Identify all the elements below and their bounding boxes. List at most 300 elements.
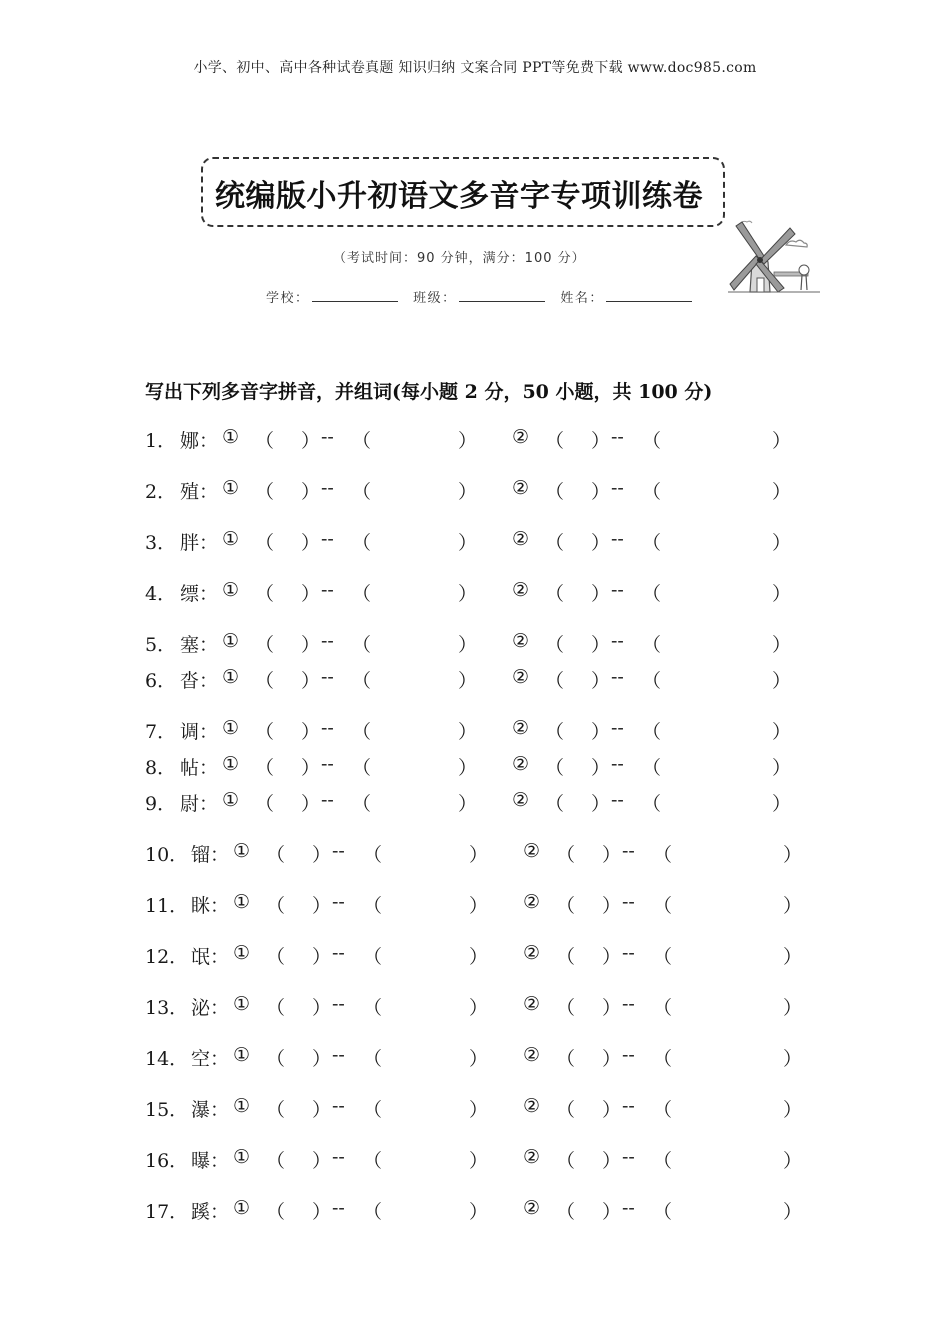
question-number: 1． bbox=[145, 430, 177, 452]
pinyin-1-close: ） bbox=[312, 1150, 332, 1172]
dash-1: -- bbox=[332, 1044, 345, 1066]
word-2-blank[interactable] bbox=[673, 1146, 781, 1170]
pinyin-1-open: （ bbox=[266, 1150, 286, 1172]
pinyin-1-open: （ bbox=[266, 1201, 286, 1223]
pinyin-2-blank[interactable] bbox=[565, 789, 589, 813]
pinyin-1-blank[interactable] bbox=[286, 1197, 310, 1221]
word-1-close: ） bbox=[469, 1150, 489, 1172]
question-row bbox=[0, 528, 950, 554]
pinyin-1-close: ） bbox=[312, 1201, 332, 1223]
question-character: 殖： bbox=[180, 481, 219, 503]
word-1-open: （ bbox=[363, 1150, 383, 1172]
reading-1-marker: ① bbox=[222, 426, 240, 448]
word-1-close: ） bbox=[458, 670, 478, 692]
pinyin-1-blank[interactable] bbox=[275, 717, 299, 741]
pinyin-1-blank[interactable] bbox=[275, 753, 299, 777]
question-number: 15． bbox=[145, 1099, 189, 1121]
question-number: 10． bbox=[145, 844, 189, 866]
pinyin-2-open: （ bbox=[556, 1201, 576, 1223]
question-row bbox=[0, 993, 950, 1019]
site-banner: 小学、初中、高中各种试卷真题 知识归纳 文案合同 PPT等免费下载 www.doc985.com bbox=[193, 60, 757, 76]
word-2-open: （ bbox=[642, 757, 662, 779]
pinyin-2-blank[interactable] bbox=[576, 1197, 600, 1221]
reading-2-marker: ② bbox=[512, 477, 530, 499]
pinyin-2-blank[interactable] bbox=[565, 579, 589, 603]
word-2-blank[interactable] bbox=[662, 528, 770, 552]
reading-2-marker: ② bbox=[523, 1197, 541, 1219]
reading-1-marker: ① bbox=[222, 579, 240, 601]
pinyin-1-close: ） bbox=[312, 1099, 332, 1121]
word-1-blank[interactable] bbox=[383, 1146, 467, 1170]
pinyin-2-open: （ bbox=[556, 946, 576, 968]
pinyin-2-close: ） bbox=[591, 721, 611, 743]
word-2-blank[interactable] bbox=[673, 840, 781, 864]
pinyin-2-blank[interactable] bbox=[576, 942, 600, 966]
word-2-close: ） bbox=[772, 757, 792, 779]
dash-1: -- bbox=[321, 789, 334, 811]
question-character: 蹊： bbox=[191, 1201, 230, 1223]
question-number: 7． bbox=[145, 721, 177, 743]
word-1-open: （ bbox=[352, 793, 372, 815]
pinyin-2-blank[interactable] bbox=[576, 1095, 600, 1119]
question-row bbox=[0, 426, 950, 452]
class-field[interactable] bbox=[413, 287, 545, 306]
word-1-open: （ bbox=[363, 895, 383, 917]
pinyin-2-blank[interactable] bbox=[565, 666, 589, 690]
word-1-open: （ bbox=[352, 634, 372, 656]
word-1-open: （ bbox=[352, 670, 372, 692]
reading-2-marker: ② bbox=[523, 891, 541, 913]
dash-1: -- bbox=[321, 666, 334, 688]
dash-2: -- bbox=[611, 426, 624, 448]
reading-2-marker: ② bbox=[512, 666, 530, 688]
dash-2: -- bbox=[611, 477, 624, 499]
reading-2-marker: ② bbox=[523, 1044, 541, 1066]
word-1-blank[interactable] bbox=[372, 753, 456, 777]
word-1-blank[interactable] bbox=[383, 942, 467, 966]
pinyin-2-close: ） bbox=[591, 670, 611, 692]
pinyin-1-blank[interactable] bbox=[275, 666, 299, 690]
word-2-open: （ bbox=[642, 634, 662, 656]
pinyin-1-blank[interactable] bbox=[286, 1095, 310, 1119]
pinyin-2-open: （ bbox=[545, 670, 565, 692]
pinyin-1-blank[interactable] bbox=[286, 840, 310, 864]
pinyin-1-close: ） bbox=[312, 1048, 332, 1070]
word-2-close: ） bbox=[772, 583, 792, 605]
pinyin-2-blank[interactable] bbox=[565, 717, 589, 741]
dash-1: -- bbox=[332, 942, 345, 964]
word-2-open: （ bbox=[642, 793, 662, 815]
title-frame bbox=[201, 157, 725, 227]
word-2-blank[interactable] bbox=[662, 666, 770, 690]
dash-2: -- bbox=[622, 840, 635, 862]
word-2-close: ） bbox=[783, 844, 803, 866]
reading-2-marker: ② bbox=[523, 1095, 541, 1117]
word-1-open: （ bbox=[352, 583, 372, 605]
pinyin-2-close: ） bbox=[602, 1099, 622, 1121]
dash-2: -- bbox=[611, 753, 624, 775]
dash-1: -- bbox=[332, 891, 345, 913]
pinyin-1-close: ） bbox=[312, 997, 332, 1019]
question-character: 帖： bbox=[180, 757, 219, 779]
question-row bbox=[0, 1146, 950, 1172]
question-row bbox=[0, 579, 950, 605]
question-character: 尉： bbox=[180, 793, 219, 815]
question-number: 4． bbox=[145, 583, 177, 605]
word-1-blank[interactable] bbox=[383, 1044, 467, 1068]
pinyin-2-close: ） bbox=[602, 946, 622, 968]
pinyin-2-close: ） bbox=[602, 1150, 622, 1172]
word-1-close: ） bbox=[458, 793, 478, 815]
dash-1: -- bbox=[321, 579, 334, 601]
word-2-blank[interactable] bbox=[662, 426, 770, 450]
word-2-open: （ bbox=[653, 946, 673, 968]
question-character: 曝： bbox=[191, 1150, 230, 1172]
pinyin-2-open: （ bbox=[556, 997, 576, 1019]
reading-2-marker: ② bbox=[512, 426, 530, 448]
word-2-blank[interactable] bbox=[673, 942, 781, 966]
word-1-open: （ bbox=[363, 946, 383, 968]
question-number: 12． bbox=[145, 946, 189, 968]
word-2-open: （ bbox=[642, 583, 662, 605]
pinyin-1-open: （ bbox=[255, 634, 275, 656]
dash-1: -- bbox=[321, 717, 334, 739]
word-1-close: ） bbox=[458, 430, 478, 452]
word-1-close: ） bbox=[458, 583, 478, 605]
word-1-blank[interactable] bbox=[383, 1095, 467, 1119]
class-blank[interactable] bbox=[459, 289, 545, 302]
dash-1: -- bbox=[332, 840, 345, 862]
word-1-close: ） bbox=[458, 721, 478, 743]
pinyin-2-close: ） bbox=[591, 481, 611, 503]
pinyin-2-blank[interactable] bbox=[576, 840, 600, 864]
dash-1: -- bbox=[321, 630, 334, 652]
pinyin-1-open: （ bbox=[255, 757, 275, 779]
word-1-blank[interactable] bbox=[383, 891, 467, 915]
question-number: 6． bbox=[145, 670, 177, 692]
word-2-blank[interactable] bbox=[673, 1095, 781, 1119]
reading-1-marker: ① bbox=[233, 891, 251, 913]
name-field[interactable] bbox=[560, 287, 692, 306]
word-2-close: ） bbox=[783, 1150, 803, 1172]
word-1-close: ） bbox=[469, 895, 489, 917]
question-number: 11． bbox=[145, 895, 189, 917]
dash-1: -- bbox=[321, 528, 334, 550]
reading-1-marker: ① bbox=[222, 666, 240, 688]
pinyin-1-blank[interactable] bbox=[286, 1146, 310, 1170]
pinyin-2-open: （ bbox=[545, 481, 565, 503]
reading-2-marker: ② bbox=[512, 528, 530, 550]
reading-1-marker: ① bbox=[222, 630, 240, 652]
reading-2-marker: ② bbox=[523, 840, 541, 862]
school-blank[interactable] bbox=[312, 289, 398, 302]
dash-2: -- bbox=[622, 942, 635, 964]
pinyin-2-blank[interactable] bbox=[565, 630, 589, 654]
pinyin-1-open: （ bbox=[266, 844, 286, 866]
word-1-close: ） bbox=[458, 757, 478, 779]
word-2-open: （ bbox=[642, 670, 662, 692]
pinyin-2-open: （ bbox=[545, 583, 565, 605]
word-2-open: （ bbox=[642, 430, 662, 452]
word-2-close: ） bbox=[783, 895, 803, 917]
pinyin-2-open: （ bbox=[545, 634, 565, 656]
word-1-open: （ bbox=[363, 1201, 383, 1223]
question-character: 瀑： bbox=[191, 1099, 230, 1121]
word-1-close: ） bbox=[458, 532, 478, 554]
question-number: 3． bbox=[145, 532, 177, 554]
dash-2: -- bbox=[622, 1197, 635, 1219]
pinyin-1-blank[interactable] bbox=[275, 789, 299, 813]
reading-1-marker: ① bbox=[233, 942, 251, 964]
pinyin-2-blank[interactable] bbox=[576, 1146, 600, 1170]
question-number: 13． bbox=[145, 997, 189, 1019]
question-character: 缥： bbox=[180, 583, 219, 605]
pinyin-1-blank[interactable] bbox=[286, 891, 310, 915]
pinyin-2-close: ） bbox=[602, 895, 622, 917]
pinyin-1-blank[interactable] bbox=[275, 528, 299, 552]
reading-2-marker: ② bbox=[512, 753, 530, 775]
pinyin-1-open: （ bbox=[255, 583, 275, 605]
word-2-blank[interactable] bbox=[673, 891, 781, 915]
word-2-close: ） bbox=[772, 481, 792, 503]
word-2-blank[interactable] bbox=[662, 789, 770, 813]
question-row bbox=[0, 789, 950, 815]
question-row bbox=[0, 840, 950, 866]
word-1-close: ） bbox=[458, 481, 478, 503]
pinyin-2-open: （ bbox=[545, 430, 565, 452]
dash-2: -- bbox=[611, 666, 624, 688]
word-1-blank[interactable] bbox=[372, 426, 456, 450]
pinyin-1-close: ） bbox=[301, 532, 321, 554]
school-field[interactable] bbox=[266, 287, 398, 306]
reading-1-marker: ① bbox=[222, 528, 240, 550]
pinyin-1-blank[interactable] bbox=[275, 426, 299, 450]
reading-1-marker: ① bbox=[233, 840, 251, 862]
reading-1-marker: ① bbox=[233, 1095, 251, 1117]
pinyin-1-open: （ bbox=[266, 1099, 286, 1121]
word-2-blank[interactable] bbox=[673, 993, 781, 1017]
pinyin-2-open: （ bbox=[545, 757, 565, 779]
pinyin-2-close: ） bbox=[591, 430, 611, 452]
word-1-blank[interactable] bbox=[372, 528, 456, 552]
word-2-open: （ bbox=[653, 895, 673, 917]
word-2-open: （ bbox=[653, 1150, 673, 1172]
word-1-close: ） bbox=[469, 1048, 489, 1070]
reading-2-marker: ② bbox=[512, 717, 530, 739]
reading-2-marker: ② bbox=[523, 993, 541, 1015]
dash-2: -- bbox=[611, 528, 624, 550]
word-1-open: （ bbox=[352, 721, 372, 743]
question-number: 9． bbox=[145, 793, 177, 815]
pinyin-2-open: （ bbox=[545, 793, 565, 815]
student-info-fields bbox=[266, 287, 702, 306]
pinyin-1-open: （ bbox=[255, 481, 275, 503]
word-2-open: （ bbox=[653, 844, 673, 866]
word-1-blank[interactable] bbox=[383, 993, 467, 1017]
word-1-open: （ bbox=[363, 844, 383, 866]
word-1-close: ） bbox=[469, 997, 489, 1019]
pinyin-1-blank[interactable] bbox=[275, 477, 299, 501]
word-1-open: （ bbox=[363, 1099, 383, 1121]
word-1-close: ） bbox=[469, 1201, 489, 1223]
question-row bbox=[0, 477, 950, 503]
reading-1-marker: ① bbox=[233, 1044, 251, 1066]
pinyin-2-close: ） bbox=[591, 793, 611, 815]
word-1-blank[interactable] bbox=[372, 717, 456, 741]
pinyin-2-blank[interactable] bbox=[565, 477, 589, 501]
word-2-open: （ bbox=[642, 532, 662, 554]
pinyin-2-close: ） bbox=[602, 844, 622, 866]
exam-time-score: （考试时间：90 分钟，满分：100 分） bbox=[333, 251, 586, 266]
dash-1: -- bbox=[332, 1146, 345, 1168]
reading-1-marker: ① bbox=[233, 1197, 251, 1219]
word-2-close: ） bbox=[772, 670, 792, 692]
word-2-open: （ bbox=[653, 1099, 673, 1121]
question-character: 娜： bbox=[180, 430, 219, 452]
pinyin-2-open: （ bbox=[556, 1150, 576, 1172]
pinyin-2-open: （ bbox=[545, 532, 565, 554]
reading-1-marker: ① bbox=[233, 993, 251, 1015]
dash-2: -- bbox=[622, 1095, 635, 1117]
pinyin-2-blank[interactable] bbox=[576, 993, 600, 1017]
reading-1-marker: ① bbox=[222, 753, 240, 775]
pinyin-1-open: （ bbox=[255, 721, 275, 743]
word-1-blank[interactable] bbox=[372, 666, 456, 690]
word-2-close: ） bbox=[783, 1099, 803, 1121]
word-2-close: ） bbox=[772, 721, 792, 743]
pinyin-1-blank[interactable] bbox=[275, 630, 299, 654]
pinyin-2-blank[interactable] bbox=[565, 528, 589, 552]
dash-1: -- bbox=[321, 426, 334, 448]
reading-2-marker: ② bbox=[512, 630, 530, 652]
word-1-blank[interactable] bbox=[383, 840, 467, 864]
word-2-close: ） bbox=[783, 997, 803, 1019]
dash-2: -- bbox=[622, 891, 635, 913]
dash-2: -- bbox=[611, 579, 624, 601]
pinyin-2-blank[interactable] bbox=[565, 426, 589, 450]
word-2-blank[interactable] bbox=[662, 630, 770, 654]
pinyin-1-close: ） bbox=[301, 757, 321, 779]
reading-1-marker: ① bbox=[222, 477, 240, 499]
word-1-blank[interactable] bbox=[372, 579, 456, 603]
question-row bbox=[0, 891, 950, 917]
question-row bbox=[0, 1044, 950, 1070]
pinyin-2-close: ） bbox=[591, 757, 611, 779]
pinyin-1-open: （ bbox=[266, 895, 286, 917]
word-2-close: ） bbox=[783, 1048, 803, 1070]
word-1-open: （ bbox=[363, 997, 383, 1019]
word-1-close: ） bbox=[469, 946, 489, 968]
word-2-blank[interactable] bbox=[662, 477, 770, 501]
word-1-blank[interactable] bbox=[372, 630, 456, 654]
name-label: 姓名： bbox=[560, 291, 604, 306]
pinyin-2-open: （ bbox=[556, 895, 576, 917]
word-1-open: （ bbox=[352, 430, 372, 452]
word-1-blank[interactable] bbox=[372, 477, 456, 501]
question-row bbox=[0, 753, 950, 779]
question-row bbox=[0, 630, 950, 656]
pinyin-1-close: ） bbox=[301, 583, 321, 605]
pinyin-1-open: （ bbox=[255, 532, 275, 554]
reading-1-marker: ① bbox=[222, 789, 240, 811]
pinyin-1-blank[interactable] bbox=[275, 579, 299, 603]
pinyin-1-blank[interactable] bbox=[286, 993, 310, 1017]
word-1-open: （ bbox=[352, 757, 372, 779]
pinyin-2-close: ） bbox=[602, 1048, 622, 1070]
question-character: 沓： bbox=[180, 670, 219, 692]
word-1-close: ） bbox=[469, 844, 489, 866]
pinyin-1-open: （ bbox=[266, 946, 286, 968]
pinyin-1-open: （ bbox=[255, 430, 275, 452]
dash-1: -- bbox=[321, 477, 334, 499]
pinyin-1-blank[interactable] bbox=[286, 942, 310, 966]
word-1-close: ） bbox=[469, 1099, 489, 1121]
pinyin-1-close: ） bbox=[301, 481, 321, 503]
word-2-open: （ bbox=[653, 1048, 673, 1070]
pinyin-2-blank[interactable] bbox=[565, 753, 589, 777]
class-label: 班级： bbox=[413, 291, 457, 306]
word-2-blank[interactable] bbox=[662, 717, 770, 741]
word-1-blank[interactable] bbox=[372, 789, 456, 813]
word-2-close: ） bbox=[772, 634, 792, 656]
pinyin-1-open: （ bbox=[266, 997, 286, 1019]
pinyin-2-blank[interactable] bbox=[576, 1044, 600, 1068]
question-character: 胖： bbox=[180, 532, 219, 554]
pinyin-2-close: ） bbox=[602, 1201, 622, 1223]
dash-1: -- bbox=[332, 1095, 345, 1117]
reading-1-marker: ① bbox=[222, 717, 240, 739]
word-2-close: ） bbox=[772, 430, 792, 452]
word-1-blank[interactable] bbox=[383, 1197, 467, 1221]
name-blank[interactable] bbox=[606, 289, 692, 302]
word-2-blank[interactable] bbox=[673, 1044, 781, 1068]
word-2-open: （ bbox=[653, 997, 673, 1019]
pinyin-1-close: ） bbox=[312, 895, 332, 917]
word-2-blank[interactable] bbox=[662, 753, 770, 777]
pinyin-2-blank[interactable] bbox=[576, 891, 600, 915]
word-2-close: ） bbox=[783, 1201, 803, 1223]
pinyin-1-close: ） bbox=[301, 670, 321, 692]
dash-2: -- bbox=[611, 789, 624, 811]
question-row bbox=[0, 1197, 950, 1223]
word-2-blank[interactable] bbox=[662, 579, 770, 603]
question-row bbox=[0, 666, 950, 692]
question-character: 镏： bbox=[191, 844, 230, 866]
question-character: 塞： bbox=[180, 634, 219, 656]
pinyin-1-blank[interactable] bbox=[286, 1044, 310, 1068]
question-number: 17． bbox=[145, 1201, 189, 1223]
dash-1: -- bbox=[332, 993, 345, 1015]
pinyin-2-close: ） bbox=[591, 634, 611, 656]
word-2-blank[interactable] bbox=[673, 1197, 781, 1221]
pinyin-1-close: ） bbox=[301, 793, 321, 815]
dash-1: -- bbox=[332, 1197, 345, 1219]
question-row bbox=[0, 717, 950, 743]
pinyin-2-close: ） bbox=[591, 532, 611, 554]
dash-2: -- bbox=[622, 1044, 635, 1066]
reading-1-marker: ① bbox=[233, 1146, 251, 1168]
question-number: 16． bbox=[145, 1150, 189, 1172]
word-2-close: ） bbox=[772, 793, 792, 815]
school-label: 学校： bbox=[266, 291, 310, 306]
word-2-close: ） bbox=[783, 946, 803, 968]
pinyin-2-open: （ bbox=[556, 1099, 576, 1121]
dash-2: -- bbox=[611, 717, 624, 739]
dash-2: -- bbox=[611, 630, 624, 652]
pinyin-2-open: （ bbox=[545, 721, 565, 743]
question-number: 8． bbox=[145, 757, 177, 779]
pinyin-1-open: （ bbox=[255, 793, 275, 815]
